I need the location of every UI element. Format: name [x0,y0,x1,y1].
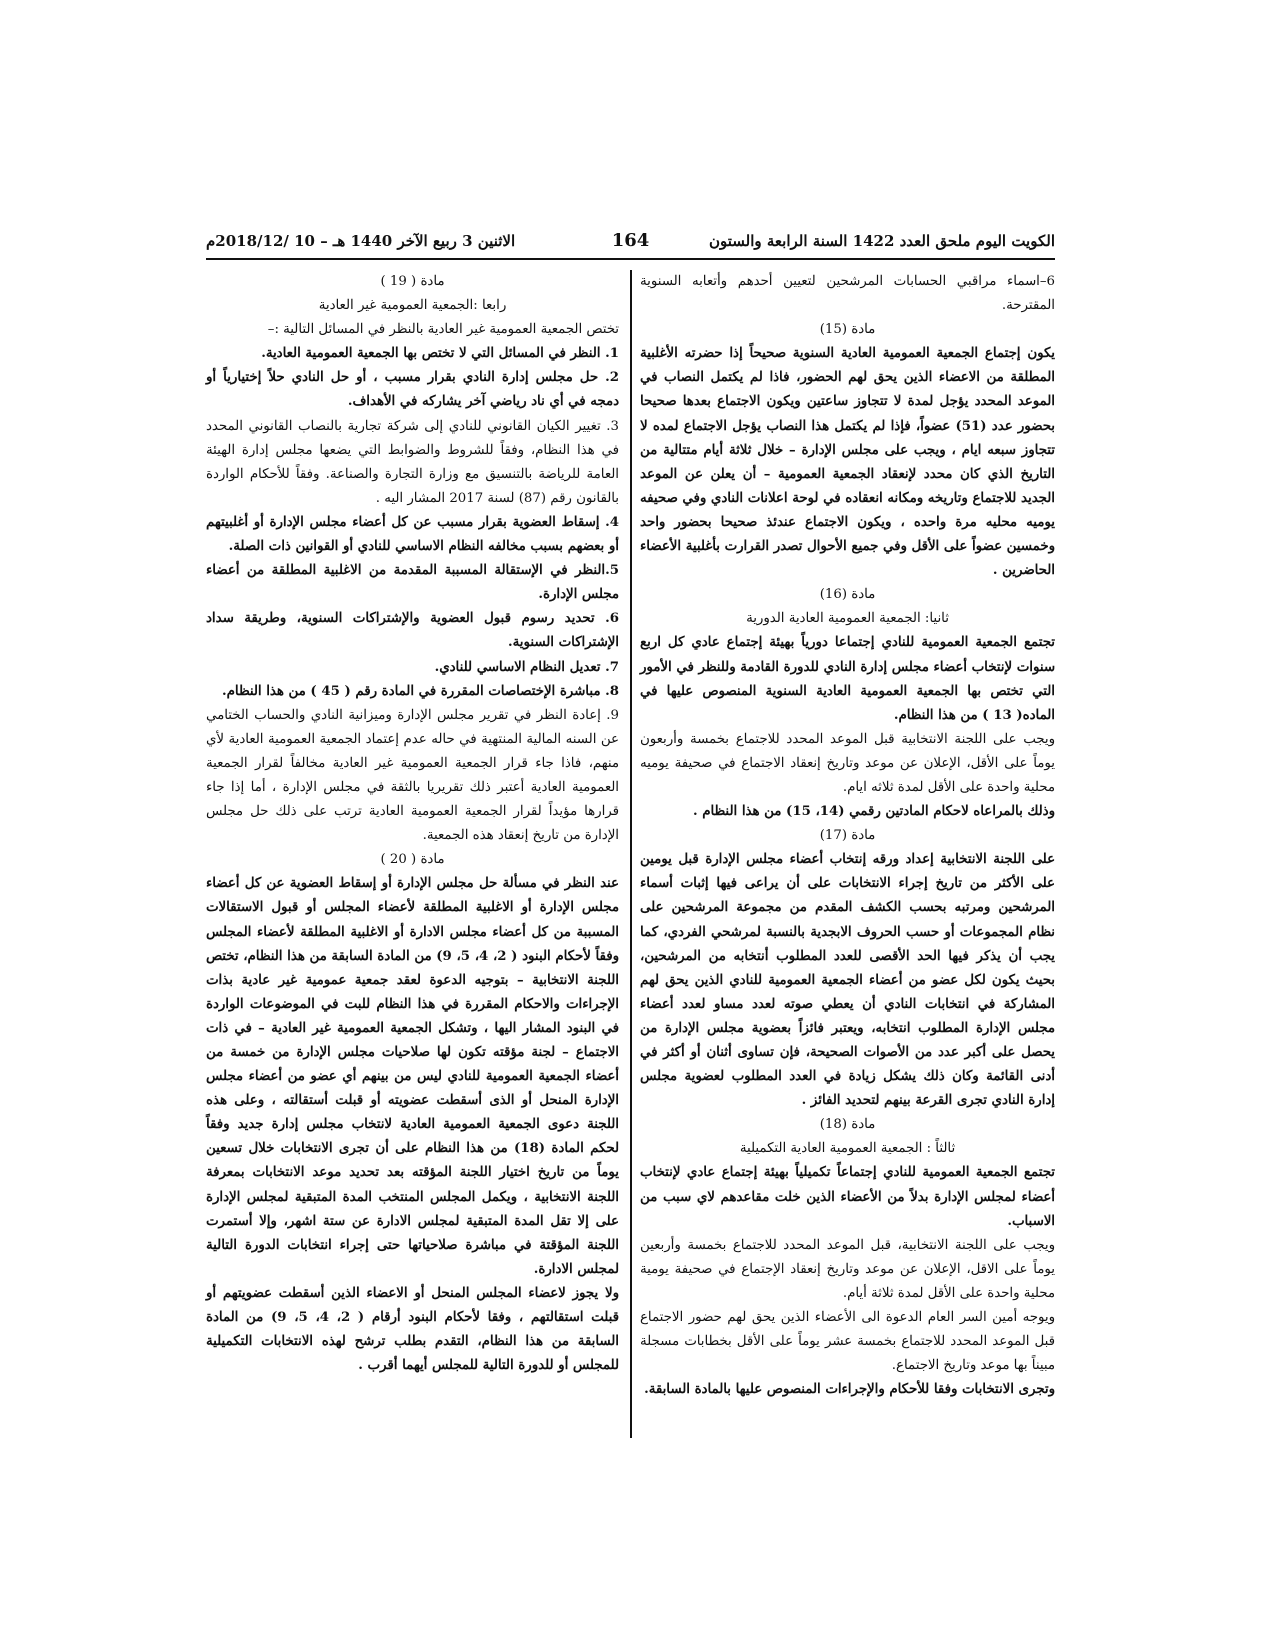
paragraph: 4. إسقاط العضوية بقرار مسبب عن كل أعضاء مجلس الإدارة أو أغلبيتهم أو بعضهم بسبب مخالفه النظام الاساسي للنادي أو القوانين ذات الصلة. [206,514,619,555]
article-heading: مادة (15) [819,322,876,338]
paragraph: وتجرى الانتخابات وفقا للأحكام والإجراءات المنصوص عليها بالمادة السابقة. [644,1382,1055,1398]
paragraph: عند النظر في مسألة حل مجلس الإدارة أو إسقاط العضوية عن كل أعضاء مجلس الإدارة أو الاغلبية المطلقة لأعضاء المجلس أو قبول الاستقالات المسببة من كل أعضاء مجلس الادارة أو الاغلبية المطلقة لأعضاء المجلس وفقاً لأحكام البنود ( 2، 4، 5، 9) من المادة السابقة من هذا النظام، تختص اللجنة الانتخابية – بتوجيه الدعوة لعقد جمعية عمومية غير عادية بذات الإجراءات والاحكام المقررة في هذا النظام للبت في الموضوعات الواردة في البنود المشار اليها ، وتشكل الجمعية العمومية غير العادية – في ذات الاجتماع – لجنة مؤقته تكون لها صلاحيات مجلس الإدارة من خمسة من أعضاء الجمعية العمومية للنادي ليس من بينهم أي عضو من أعضاء مجلس الإدارة المنحل أو الذى أسقطت عضويته أو قبلت أستقالته ، وعلى هذه اللجنة دعوى الجمعية العمومية العادية لانتخاب مجلس إدارة جديد وفقاً لحكم المادة (18) من هذا النظام على أن تجرى الانتخابات خلال تسعين يوماً من تاريخ اختيار اللجنة المؤقته بعد تحديد موعد الانتخابات بمعرفة اللجنة الانتخابية ، ويكمل المجلس المنتخب المدة المتبقية لمجلس الإدارة على إلا تقل المدة المتبقية لمجلس الادارة عن ستة اشهر، وإلا أستمرت اللجنة المؤقتة في مباشرة صلاحياتها حتى إجراء انتخابات الدورة التالية لمجلس الادارة. [206,876,620,1277]
paragraph: 3. تغيير الكيان القانوني للنادي إلى شركة تجارية بالنصاب القانوني المحدد في هذا النظام، وفقاً للشروط والضوابط التي يضعها مجلس إدارة الهيئة العامة للرياضة بالتنسيق مع وزارة التجارة والصناعة. وفقاً للأحكام الواردة بالقانون رقم (87) لسنة 2017 المشار اليه . [206,418,619,506]
paragraph: 2. حل مجلس إدارة النادي بقرار مسبب ، أو حل النادي حلاً إختيارياً أو دمجه في أي ناد رياضي آخر يشاركه في الأهداف. [206,370,619,410]
issue-date: الاثنين 3 ربيع الآخر 1440 هـ – 10 /2018/12م [206,232,516,250]
paragraph: 1. النظر في المسائل التي لا تختص بها الجمعية العمومية العادية. [261,346,619,362]
column-divider [630,270,632,1438]
article-heading: ثالثاً : الجمعية العمومية العادية التكميلية [739,1141,956,1157]
paragraph: تجتمع الجمعية العمومية للنادي إجتماعاً تكميلياً بهيئة إجتماع عادي لإنتخاب أعضاء لمجلس الإدارة بدلاً من الأعضاء الذين خلت مقاعدهم لاي سبب من الاسباب. [640,1165,1055,1229]
article-heading: ثانيا: الجمعية العمومية العادية الدورية [746,611,949,627]
article-heading: مادة (16) [819,587,876,603]
paragraph: 6–اسماء مراقبي الحسابات المرشحين لتعيين أحدهم وأتعابه السنوية المقترحة. [640,274,1055,314]
paragraph: ويجب على اللجنة الانتخابية، قبل الموعد المحدد للاجتماع بخمسة وأربعين يوماً على الاقل، الإعلان عن موعد وتاريخ إنعقاد الإجتماع في صحيفة يومية محلية واحدة على الأقل لمدة ثلاثة أيام. [640,1237,1055,1301]
paragraph: 7. تعديل النظام الاساسي للنادي. [434,659,619,675]
paragraph: وذلك بالمراعاه لاحكام المادتين رقمي (14، 15) من هذا النظام . [692,804,1055,820]
paragraph: على اللجنة الانتخابية إعداد ورقه إنتخاب أعضاء مجلس الإدارة قبل يومين على الأكثر من تاريخ إجراء الانتخابات على أن يراعى فيها إثبات أسماء المرشحين ومرتبه بحسب الكشف المقدم من مجموعة المرشحين على نظام المجموعات أو حسب الحروف الابجدية بالنسبة لمرشحي الفردي، كما يجب أن يذكر فيها الحد الأقصى للعدد المطلوب أنتخابه من المرشحين، بحيث يكون لكل عضو من أعضاء الجمعية العمومية للنادي الذين يحق لهم المشاركة في انتخابات النادي أن يعطي صوته لعدد مساو لعدد أعضاء مجلس الإدارة المطلوب انتخابه، ويعتبر فائزاً بعضوية مجلس الإدارة من يحصل على أكبر عدد من الأصوات الصحيحة، فإن تساوى أثنان أو أكثر في أدنى القائمة وكان ذلك يشكل زيادة في العدد المطلوب لعضوية مجلس إدارة النادي تجرى القرعة بينهم لتحديد الفائز . [640,852,1055,1109]
gazette-title: الكويت اليوم ملحق العدد 1422 السنة الرابعة والستون [709,232,1055,250]
article-heading: مادة (17) [819,828,876,844]
paragraph: ويوجه أمين السر العام الدعوة الى الأعضاء الذين يحق لهم حضور الاجتماع قبل الموعد المحدد للاجتماع بخمسة عشر يوماً على الأقل بخطابات مسجلة مبيناً بها موعد وتاريخ الاجتماع. [640,1310,1055,1374]
paragraph: تختص الجمعية العمومية غير العادية بالنظر في المسائل التالية :– [267,322,619,338]
paragraph: 5.النظر في الإستقالة المسببة المقدمة من الاغلبية المطلقة من أعضاء مجلس الإدارة. [206,563,619,603]
paragraph: 6. تحديد رسوم قبول العضوية والإشتراكات السنوية، وطريقة سداد الإشتراكات السنوية. [206,611,619,651]
article-heading: رابعا :الجمعية العمومية غير العادية [318,298,507,314]
paragraph: ويجب على اللجنة الانتخابية قبل الموعد المحدد للاجتماع بخمسة وأربعون يوماً على الأقل، الإعلان عن موعد وتاريخ إنعقاد الاجتماع في صحيفة يوميه محلية واحدة على الأقل لمدة ثلاثه ايام. [640,731,1055,795]
paragraph: ولا يجوز لاعضاء المجلس المنحل أو الاعضاء الذين أسقطت عضويتهم أو قبلت استقالتهم ، وفقا لأحكام البنود أرقام ( 2، 4، 5، 9) من المادة السابقة من هذا النظام، التقدم بطلب ترشح لهذه الانتخابات التكميلية للمجلس أو للدورة التالية للمجلس أيهما أقرب . [206,1285,620,1374]
paragraph: 9. إعادة النظر في تقرير مجلس الإدارة وميزانية النادي والحساب الختامي عن السنه المالية المنتهية في حاله عدم إعتماد الجمعية العمومية العادية لأي منهم، فاذا جاء قرار الجمعية العمومية غير العادية مخالفاً لقرار الجمعية العمومية العادية أعتبر ذلك تقريريا بالثقة في مجلس الإدارة ، أما إذا جاء قرارها مؤيداً لقرار الجمعية العمومية العادية ترتب على ذلك حل مجلس الإدارة من تاريخ إنعقاد هذه الجمعية. [206,707,619,844]
left-column [206,270,619,1378]
paragraph: 8. مباشرة الإختصاصات المقررة في المادة رقم ( 45 ) من هذا النظام. [222,683,619,699]
page-number: 164 [611,230,650,251]
paragraph: تجتمع الجمعية العمومية للنادي إجتماعا دورياً بهيئة إجتماع عادي كل اربع سنوات لإنتخاب أعضاء مجلس إدارة النادي للدورة القادمة وللنظر في الأمور التي تختص بها الجمعية العمومية العادية السنوية المنصوص عليها في الماده( 13 ) من هذا النظام. [640,635,1055,723]
article-heading: مادة ( 19 ) [380,274,445,289]
article-heading: مادة (18) [819,1117,876,1133]
paragraph: يكون إجتماع الجمعية العمومية العادية السنوية صحيحاً إذا حضرته الأغلبية المطلقة من الاعضاء الذين يحق لهم الحضور، فاذا لم يكتمل النصاب في الموعد المحدد يؤجل لمدة لا تتجاوز ساعتين ويكون الاجتماع بعدها صحيحا بحضور عدد (51) عضواً، فإذا لم يكتمل هذا النصاب يؤجل الاجتماع لمده لا تتجاوز سبعه ايام ، ويجب على مجلس الإدارة – خلال ثلاثة أيام متتالية من التاريخ الذي كان محدد لإنعقاد الجمعية العمومية – أن يعلن عن الموعد الجديد للاجتماع وتاريخه ومكانه انعقاده في لوحة اعلانات النادي وفي صحيفه يوميه محليه مرة واحده ، ويكون الاجتماع عندئذ صحيحا بحضور واحد وخمسين عضواً على الأقل وفي جميع الأحوال تصدر القرارت بأغلبية الأعضاء الحاضرين . [640,346,1055,579]
right-column [640,270,1055,1402]
article-heading: مادة ( 20 ) [380,852,445,868]
page-header [206,230,1055,260]
